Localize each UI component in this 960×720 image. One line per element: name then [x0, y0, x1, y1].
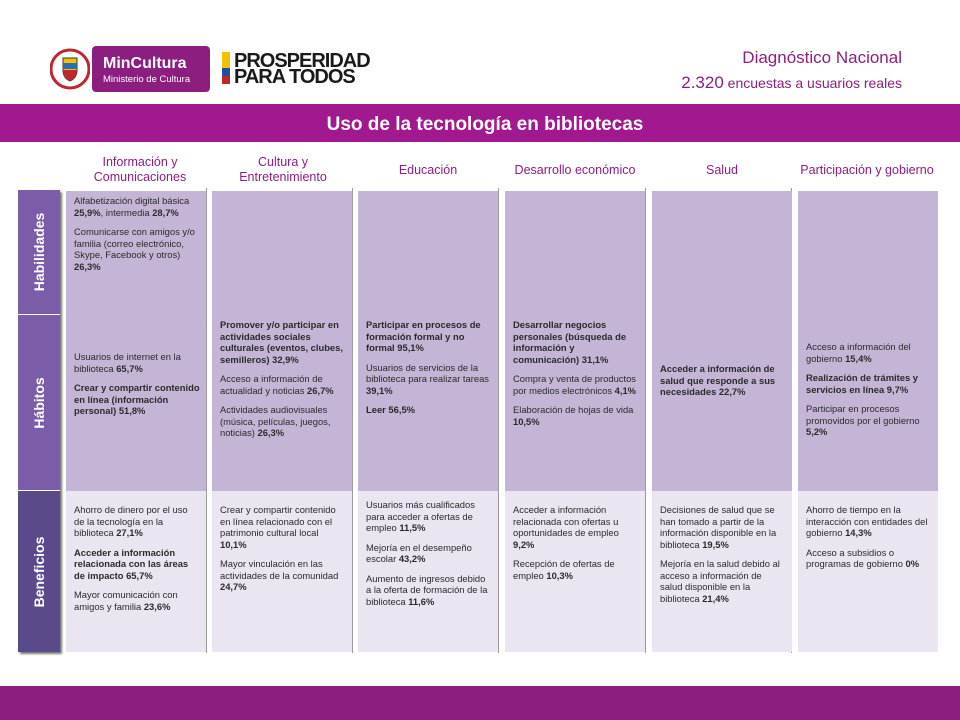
cell-item [74, 547, 200, 582]
cell-item [513, 373, 639, 396]
cell-item [220, 404, 346, 439]
cell-value: Leer [366, 404, 389, 415]
cell-text: Alfabetización digital básica [74, 195, 190, 206]
cell-value: 32,9% [272, 353, 299, 365]
slogan-line-2: PARA TODOS [234, 66, 355, 88]
cell-item [74, 351, 200, 374]
cell-beneficios-2 [358, 491, 498, 652]
row-separator [18, 314, 60, 315]
column-divider [352, 188, 353, 653]
cell-value: 11,5% [399, 522, 426, 533]
cell-item [806, 372, 932, 395]
cell-value: 10,3% [546, 569, 573, 581]
cell-item [806, 547, 932, 570]
column-header-culture: Cultura y Entretenimiento [239, 155, 327, 184]
cell-item [513, 558, 639, 581]
page-title: Uso de la tecnología en bibliotecas [326, 114, 644, 135]
cell-text: Actividades audiovisuales (música, películas, juegos, noticias) [220, 404, 331, 438]
cell-value: 65,7% [126, 569, 153, 581]
cell-value: Acceder a información relacionada con las áreas de impacto [74, 546, 189, 581]
prosperidad-logo [222, 50, 370, 88]
cell-item [366, 319, 492, 354]
cell-value: 56,5% [388, 404, 416, 415]
column-header-education: Educación [398, 162, 458, 177]
cell-beneficios-0 [66, 491, 206, 652]
cell-item [513, 319, 639, 365]
cell-habitos-3 [505, 315, 645, 491]
cell-value: 28,7% [152, 206, 179, 218]
column-header-government: Participación y gobierno [800, 162, 934, 177]
cell-text: Mayor vinculación en las actividades de la comunidad [220, 558, 339, 581]
cell-habilidades-3 [505, 191, 645, 315]
cell-value: 27,1% [116, 527, 143, 538]
column-divider [498, 188, 499, 653]
title-banner [0, 104, 960, 141]
cell-text: Decisiones de salud que se han tomado a partir de la información disponible en la biblioteca [660, 504, 777, 550]
cell-text: Recepción de ofertas de empleo [513, 558, 615, 581]
cell-text: Ahorro de tiempo en la interacción con entidades del gobierno [806, 504, 928, 538]
cell-item [366, 542, 492, 565]
cell-habitos-0 [66, 315, 206, 491]
cell-value: 0% [905, 558, 920, 569]
cell-value: 9,2% [513, 538, 535, 550]
cell-item [74, 589, 200, 612]
cell-text: Elaboración de hojas de vida [513, 404, 634, 415]
cell-habilidades-4 [652, 191, 792, 315]
cell-text: Acceso a subsidios o programas de gobierno [806, 546, 906, 569]
cell-value: 5,2% [806, 426, 828, 437]
cell-value: 25,9% [74, 206, 101, 218]
cell-value: 51,8% [118, 405, 146, 416]
cell-text: Mejoría en la salud debido al acceso a información de salud disponible en la biblioteca [660, 558, 780, 604]
cell-text: Participar en procesos promovidos por el gobierno [806, 403, 920, 426]
cell-text: Aumento de ingresos debido a la oferta de formación de la biblioteca [366, 572, 488, 607]
row-label-benefits-text: Beneficios [31, 536, 47, 607]
cell-value: 10,5% [513, 415, 540, 427]
cell-value: 21,4% [702, 592, 729, 604]
cell-value: 26,7% [307, 384, 334, 396]
cell-value: 24,7% [220, 581, 247, 592]
cell-value: 14,3% [845, 527, 872, 538]
cell-item [513, 404, 639, 427]
cell-item [74, 382, 200, 417]
survey-count: 2.320 [681, 73, 724, 92]
banner-underline [0, 141, 960, 142]
cell-value: 95,1% [397, 342, 424, 353]
cell-item [366, 499, 492, 534]
cell-beneficios-1 [212, 491, 352, 652]
cell-item [220, 504, 346, 550]
cell-beneficios-3 [505, 491, 645, 652]
ministry-title: MinCultura [103, 55, 187, 72]
cell-item [74, 195, 200, 218]
cell-habilidades-0 [66, 191, 206, 315]
cell-value: Desarrollar negocios personales (búsqueda de información y comunicación) [513, 319, 627, 365]
column-divider [206, 188, 207, 653]
cell-text: Mayor comunicación con amigos y familia [74, 589, 178, 612]
ministry-subtitle: Ministerio de Cultura [103, 74, 191, 85]
column-header-health: Salud [706, 162, 738, 177]
cell-value: 4,1% [614, 384, 636, 396]
cell-habitos-4 [652, 315, 792, 491]
cell-text: Usuarios de servicios de la biblioteca para realizar tareas [366, 361, 489, 384]
cell-habitos-5 [798, 315, 938, 491]
cell-item [660, 504, 786, 550]
mincultura-logo [50, 46, 212, 92]
cell-item [220, 319, 346, 365]
cell-value: Participar en procesos de formación formal y no formal [366, 319, 481, 353]
row-label-skills-text: Habilidades [31, 212, 47, 292]
cell-value: 31,1% [581, 353, 609, 365]
cell-value: 19,5% [702, 538, 729, 550]
cell-value: 26,3% [74, 260, 101, 272]
cell-item [366, 573, 492, 608]
row-label-habits [18, 315, 60, 490]
cell-habilidades-5 [798, 191, 938, 315]
cell-item [74, 226, 200, 272]
column-header-info-comm: Información y Comunicaciones [93, 155, 187, 184]
cell-value: Promover y/o participar en actividades sociales culturales (eventos, clubes, semilleros) [220, 319, 343, 365]
cell-text: , intermedia [100, 206, 153, 218]
cell-item [660, 558, 786, 604]
row-separator [18, 490, 60, 491]
row-label-skills [18, 190, 60, 314]
cell-text: Crear y compartir contenido en línea relacionado con el patrimonio cultural local [220, 504, 336, 538]
cell-value: 23,6% [143, 600, 171, 612]
cell-value: 43,2% [398, 553, 426, 564]
cell-text: Comunicarse con amigos y/o familia (correo electrónico, Skype, Facebook y otros) [74, 226, 195, 260]
cell-beneficios-5 [798, 491, 938, 652]
cell-item [366, 362, 492, 397]
row-label-benefits [18, 491, 60, 652]
survey-label: encuestas a usuarios reales [723, 75, 902, 91]
cell-habitos-1 [212, 315, 352, 491]
cell-text: Acceso a información de actualidad y noticias [220, 373, 323, 396]
cell-item [806, 403, 932, 438]
column-divider [645, 188, 646, 653]
cell-value: 9,7% [886, 383, 909, 395]
cell-text: Compra y venta de productos por medios electrónicos [513, 373, 636, 396]
diagnostic-title: Diagnóstico Nacional [742, 48, 902, 67]
row-label-habits-text: Hábitos [31, 376, 47, 429]
cell-value: Acceder a información de salud que responde a sus necesidades [660, 363, 776, 397]
cell-value: 15,4% [845, 352, 872, 364]
cell-value: 10,1% [220, 538, 247, 550]
cell-item [220, 373, 346, 396]
cell-item [220, 558, 346, 593]
cell-beneficios-4 [652, 491, 792, 652]
cell-habilidades-1 [212, 191, 352, 315]
cell-text: Acceder a información relacionada con ofertas u oportunidades de empleo [513, 504, 619, 538]
slogan-line-1: PROSPERIDAD [234, 50, 370, 72]
cell-item [513, 504, 639, 550]
cell-value: 22,7% [718, 386, 746, 397]
diagnostic-subtitle [681, 73, 902, 93]
cell-text: Usuarios más cualificados para acceder a ofertas de empleo [366, 499, 475, 533]
cell-value: Crear y compartir contenido en línea (información personal) [74, 382, 200, 416]
cell-text: Acceso a información del gobierno [806, 341, 911, 364]
cell-item [660, 363, 786, 398]
cell-value: Realización de trámites y servicios en línea [806, 372, 919, 395]
cell-text: Ahorro de dinero por el uso de la tecnología en la biblioteca [74, 504, 188, 538]
cell-text: Mejoría en el desempeño escolar [366, 541, 472, 564]
cell-item [806, 504, 932, 539]
cell-item [366, 404, 492, 416]
column-header-economic: Desarrollo económico [514, 162, 636, 177]
footer-bar [0, 686, 960, 720]
cell-value: 39,1% [366, 384, 393, 396]
cell-item [74, 504, 200, 539]
cell-habilidades-2 [358, 191, 498, 315]
coat-of-arms-icon [50, 46, 90, 92]
cell-value: 26,3% [257, 427, 285, 438]
cell-value: 65,7% [116, 362, 143, 374]
colombia-flag-icon [222, 52, 230, 84]
cell-habitos-2 [358, 315, 498, 491]
cell-text: Usuarios de internet en la biblioteca [74, 351, 181, 374]
cell-item [806, 341, 932, 364]
cell-value: 11,6% [408, 595, 435, 607]
mincultura-box [92, 46, 210, 92]
